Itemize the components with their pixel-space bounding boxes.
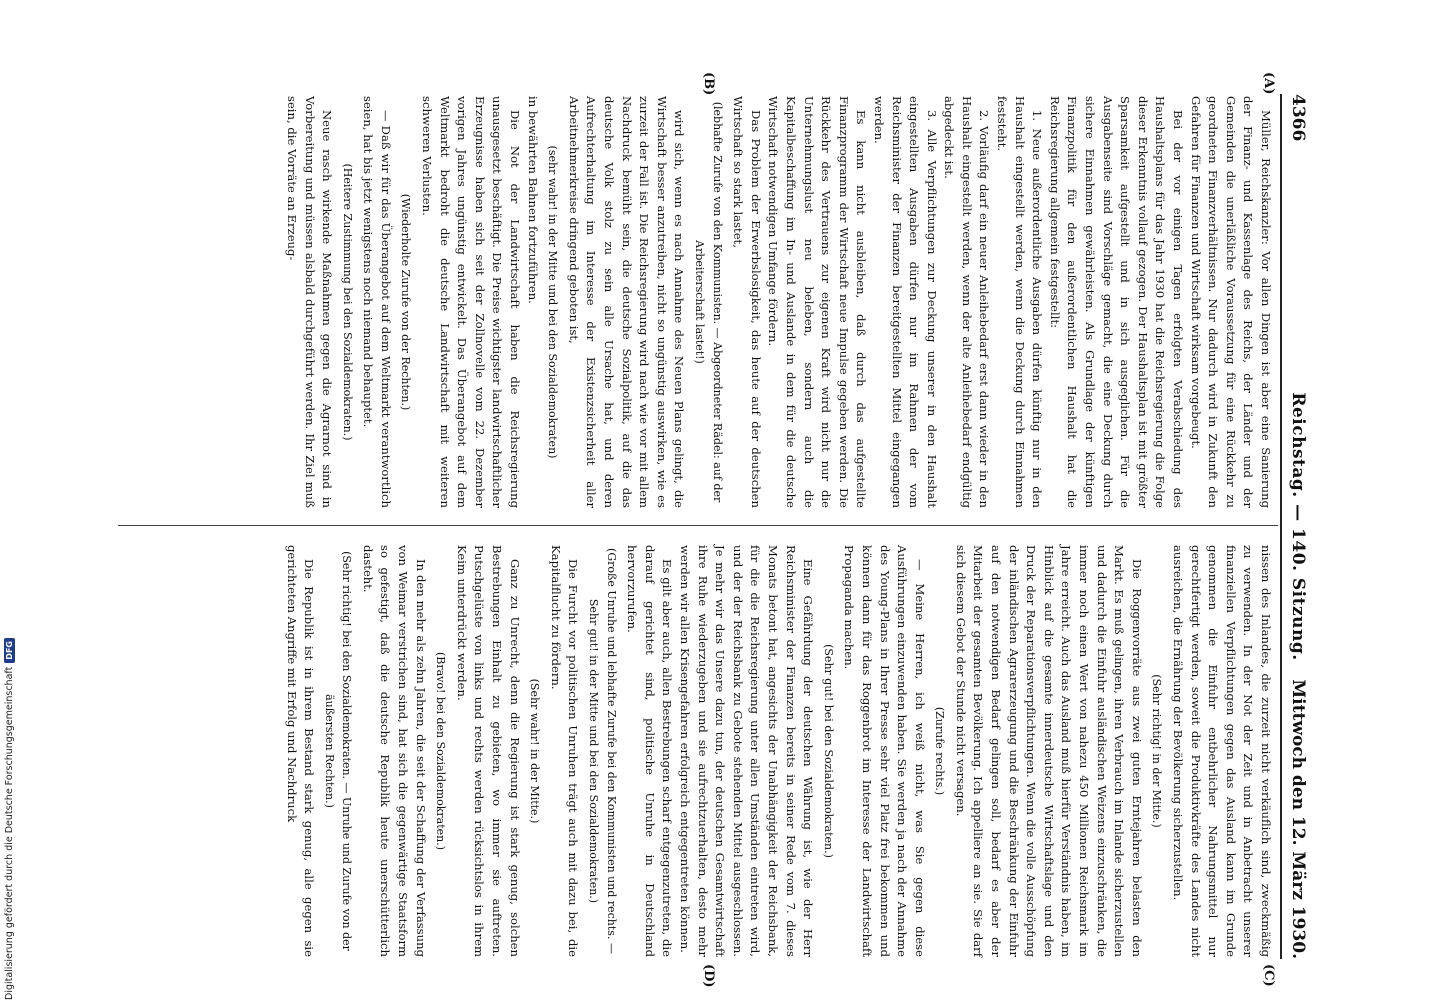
interjection: (sehr wahr! in der Mitte und bei den Sozialdemokraten)	[546, 145, 560, 459]
paragraph: — Meine Herren, ich weiß nicht, was Sie gegen diese Ausführungen einzuwenden haben. Sie werden ja nach der Annahme des Young-Plans in Ihrer Presse sehr viel Platz frei bekommen und können dann für das Roggenbrot im Interesse der Landwirtschaft Propaganda machen.	[842, 545, 927, 957]
paragraph: Bei der vor einigen Tagen erfolgten Verabschiedung des Haushaltsplans für das Jahr 1930 hat die Reichsregierung die Folge dieser Erkenntnis vollauf gezogen. Der Haushaltsplan ist mit größter Sparsamkeit aufgestellt und in sich ausgeglichen. Für die Ausgabenseite sind Vorschläge gemacht, die eine Deckung durch sichere Einnahmen gewährleisten. Als Grundlage der künftigen Finanzpolitik für den außerordentlichen Haushalt hat die Reichsregierung allgemein festgestellt:	[1047, 96, 1186, 508]
paragraph: Die Roggenvorräte aus zwei guten Erntejahren belasten den Markt. Es muß gelingen, ihren Verbrauch im Inlande sicherzustellen und dadurch die Einfuhr ausländischen Weizens einzuschränken, die immer noch einen Wert von nahezu 450 Millionen Reichsmark im Jahre erreicht. Auch das Ausland muß hierfür Verständnis haben, im Hinblick auf die gesamte innerdeutsche Wirtschaftslage und den Druck der Reparationsverpflichtungen. Wenn die volle Ausschöpfung der inländischen Agrarerzeugung und die Beschränkung der Einfuhr auf den notwendigen Bedarf gelingen soll, bedarf es aber der Mitarbeit der gesamten Bevölkerung. Ich appelliere an sie. Sie darf sich diesem Gebot der Stunde nicht versagen.	[953, 545, 1144, 957]
margin-marker-d: (D)	[701, 964, 716, 988]
paragraph: Die Republik ist in ihrem Bestand stark genug, alle gegen sie gerichteten Angriffe mit Erfolg und Nachdruck	[284, 545, 317, 957]
margin-marker-a: (A)	[1261, 72, 1276, 95]
page-number: 4366	[1288, 94, 1308, 142]
interjection: (Wiederholte Zurufe von der Rechten.)	[399, 193, 413, 411]
interjection: (Bravo! bei den Sozialdemokraten.)	[434, 651, 448, 851]
header-rule	[1280, 94, 1282, 959]
interjection: (Sehr gut! bei den Sozialdemokraten.)	[821, 644, 835, 858]
page-header	[1284, 94, 1310, 959]
paragraph: Müller, Reichskanzler: Vor allen Dingen ist aber eine Sanierung der Finanz- und Kassenlage des Reichs, der Länder und der Gemeinden die unerläßliche Voraussetzung für eine Rückkehr zu geordneten Finanzverhältnissen. Nur dadurch wird in Zukunft den Gefahren für Finanzen und Wirtschaft wirksam vorgebeugt.	[1188, 96, 1273, 508]
paragraph: Ganz zu Unrecht, denn die Regierung ist stark genug, solchen Bestrebungen Einhalt zu gebieten, wo immer sie auftreten. Putschgelüste von links und rechts werden rücksichtslos in ihrem Keim unterdrückt werden.	[454, 545, 522, 957]
paragraph: In den mehr als zehn Jahren, die seit der Schaffung der Verfassung von Weimar verstrichen sind, hat sich die gegenwärtige Staatsform so gefestigt, daß die deutsche Republik heute unerschütterlich dasteht.	[360, 545, 428, 957]
interjection: (Sehr wahr! in der Mitte.)	[528, 678, 542, 824]
interjection: (Große Unruhe und lebhafte Zurufe bei den Kommunisten und rechts. — Sehr gut! in der Mitte und bei den Sozialdemokraten.)	[587, 548, 618, 954]
paragraph: in bewährten Bahnen fortzuführen.	[525, 96, 540, 304]
right-column	[282, 545, 1274, 957]
paragraph: Neue rasch wirkende Maßnahmen gegen die Agrarnot sind in Vorbereitung und müssen alsbald durchgeführt werden. Ihr Ziel muß sein, die Vorräte an Erzeug-	[284, 96, 335, 508]
interjection: (Sehr richtig! bei den Sozialdemokraten. — Unruhe und Zurufe von der äußersten Rechten.)	[322, 551, 354, 951]
paragraph: Das Problem der Erwerbslosigkeit, das heute auf der deutschen Wirtschaft so stark lastet,	[731, 96, 763, 508]
margin-marker-b: (B)	[701, 72, 716, 96]
paragraph: wird sich, wenn es nach Annahme des Neuen Plans gelingt, die Wirtschaft besser anzutreiben, nicht so ungünstig auswirken, wie es zurzeit der Fall ist. Die Reichsregierung wird nach wie vor mit allem Nachdruck bemüht sein, die deutsche Sozialpolitik, auf die das deutsche Volk stolz zu sein alle Ursache hat, und deren Aufrechterhaltung im Interesse der Existenzsicherheit aller Arbeitnehmerkreise dringend geboten ist,	[566, 96, 687, 508]
dfg-logo: DFG	[4, 638, 15, 663]
paragraph: Die Not der Landwirtschaft haben die Reichsregierung unausgesetzt beschäftigt. Die Preise wichtigster landwirtschaftlicher Erzeugnisse haben sich seit der Zollnovelle vom 22. Dezember vorigen Jahres ungünstig entwickelt. Das Überangebot auf dem Weltmarkt bedroht die deutsche Landwirtschaft mit weiteren schweren Verlusten.	[420, 96, 523, 508]
left-column	[282, 96, 1274, 508]
paragraph: Eine Gefährdung der deutschen Währung ist, wie der Herr Reichsminister der Finanzen bereits in seiner Rede vom 7. dieses Monats betont hat, angesichts der Unabhängigkeit der Reichsbank, für die die Reichsregierung unter allen Umständen eintreten wird, und der der Reichsbank zu Gebote stehenden Mittel ausgeschlossen. Je mehr wir das Unsere dazu tun, der deutschen Gesamtwirtschaft ihre Ruhe wiederzugeben und sie aufrechtzuerhalten, desto mehr werden wir allen Krisengefahren erfolgreich entgegentreten können.	[678, 545, 816, 957]
interjection: (Zurufe rechts.)	[933, 706, 947, 796]
margin-marker-c: (C)	[1261, 964, 1276, 987]
paragraph: nissen des Inlandes, die zurzeit nicht verkäuflich sind, zweckmäßig zu verwenden. In der Not der Zeit und in Anbetracht unserer finanziellen Verpflichtungen gegen das Ausland kann im Grunde genommen die Einfuhr entbehrlicher Nahrungsmittel nur gerechtfertigt werden, soweit die Produktivkräfte des Landes nicht ausreichen, die Ernährung der Bevölkerung sicherzustellen.	[1171, 545, 1273, 957]
rotated-newspaper-page	[110, 72, 1310, 988]
paragraph: 3. Alle Verpflichtungen zur Deckung unserer in den Haushalt eingestellten Ausgaben dürfen nur im Rahmen der vom Reichsminister der Finanzen bereitgestellten Mittel eingegangen werden.	[871, 96, 939, 508]
paragraph: 2. Vorläufig darf ein neuer Anleihebedarf erst dann wieder in den Haushalt eingestellt werden, wenn der alte Anleihebedarf endgültig abgedeckt ist.	[942, 96, 992, 508]
paragraph: — Daß wir für das Überangebot auf dem Weltmarkt verantwortlich seien, hat bis jetzt wenigstens noch niemand behauptet.	[361, 96, 393, 508]
paragraph: 1. Neue außerordentliche Ausgaben dürfen künftig nur in den Haushalt eingestellt werden, wenn die Deckung durch Einnahmen feststeht.	[995, 96, 1045, 508]
digitization-credit-text: Digitalisierung gefördert durch die Deutsche Forschungsgemeinschaft	[4, 666, 15, 1000]
paragraph: Es gilt aber auch, allen Bestrebungen scharf entgegenzutreten, die darauf gerichtet sind, politische Unruhe in Deutschland hervorzurufen.	[625, 545, 675, 957]
interjection: (Sehr richtig! in der Mitte.)	[1150, 674, 1164, 828]
interjection: (lebhafte Zurufe von den Kommunisten. — Abgeordneter Rädel: auf der Arbeiterschaft lastet!)	[693, 101, 724, 503]
column-divider	[118, 525, 1278, 526]
session-date: Mittwoch den 12. März 1930.	[1288, 679, 1308, 959]
paragraph: Die Furcht vor politischen Unruhen trägt auch mit dazu bei, die Kapitalflucht zu fördern.	[548, 545, 581, 957]
page-title: Reichstag. — 140. Sitzung.	[1288, 392, 1308, 661]
interjection: (Heitere Zustimmung bei den Sozialdemokraten.)	[340, 163, 354, 441]
paragraph: Es kann nicht ausbleiben, daß durch das aufgestellte Finanzprogramm der Wirtschaft neue Impulse gegeben werden. Die Rückkehr des Vertrauens zur eigenen Kraft wird nicht nur die Unternehmungslust neu beleben, sondern auch die Kapitalbeschaffung im In- und Auslande in dem für die deutsche Wirtschaft notwendigen Umfange fördern.	[766, 96, 869, 508]
digitization-credit	[4, 638, 15, 1000]
